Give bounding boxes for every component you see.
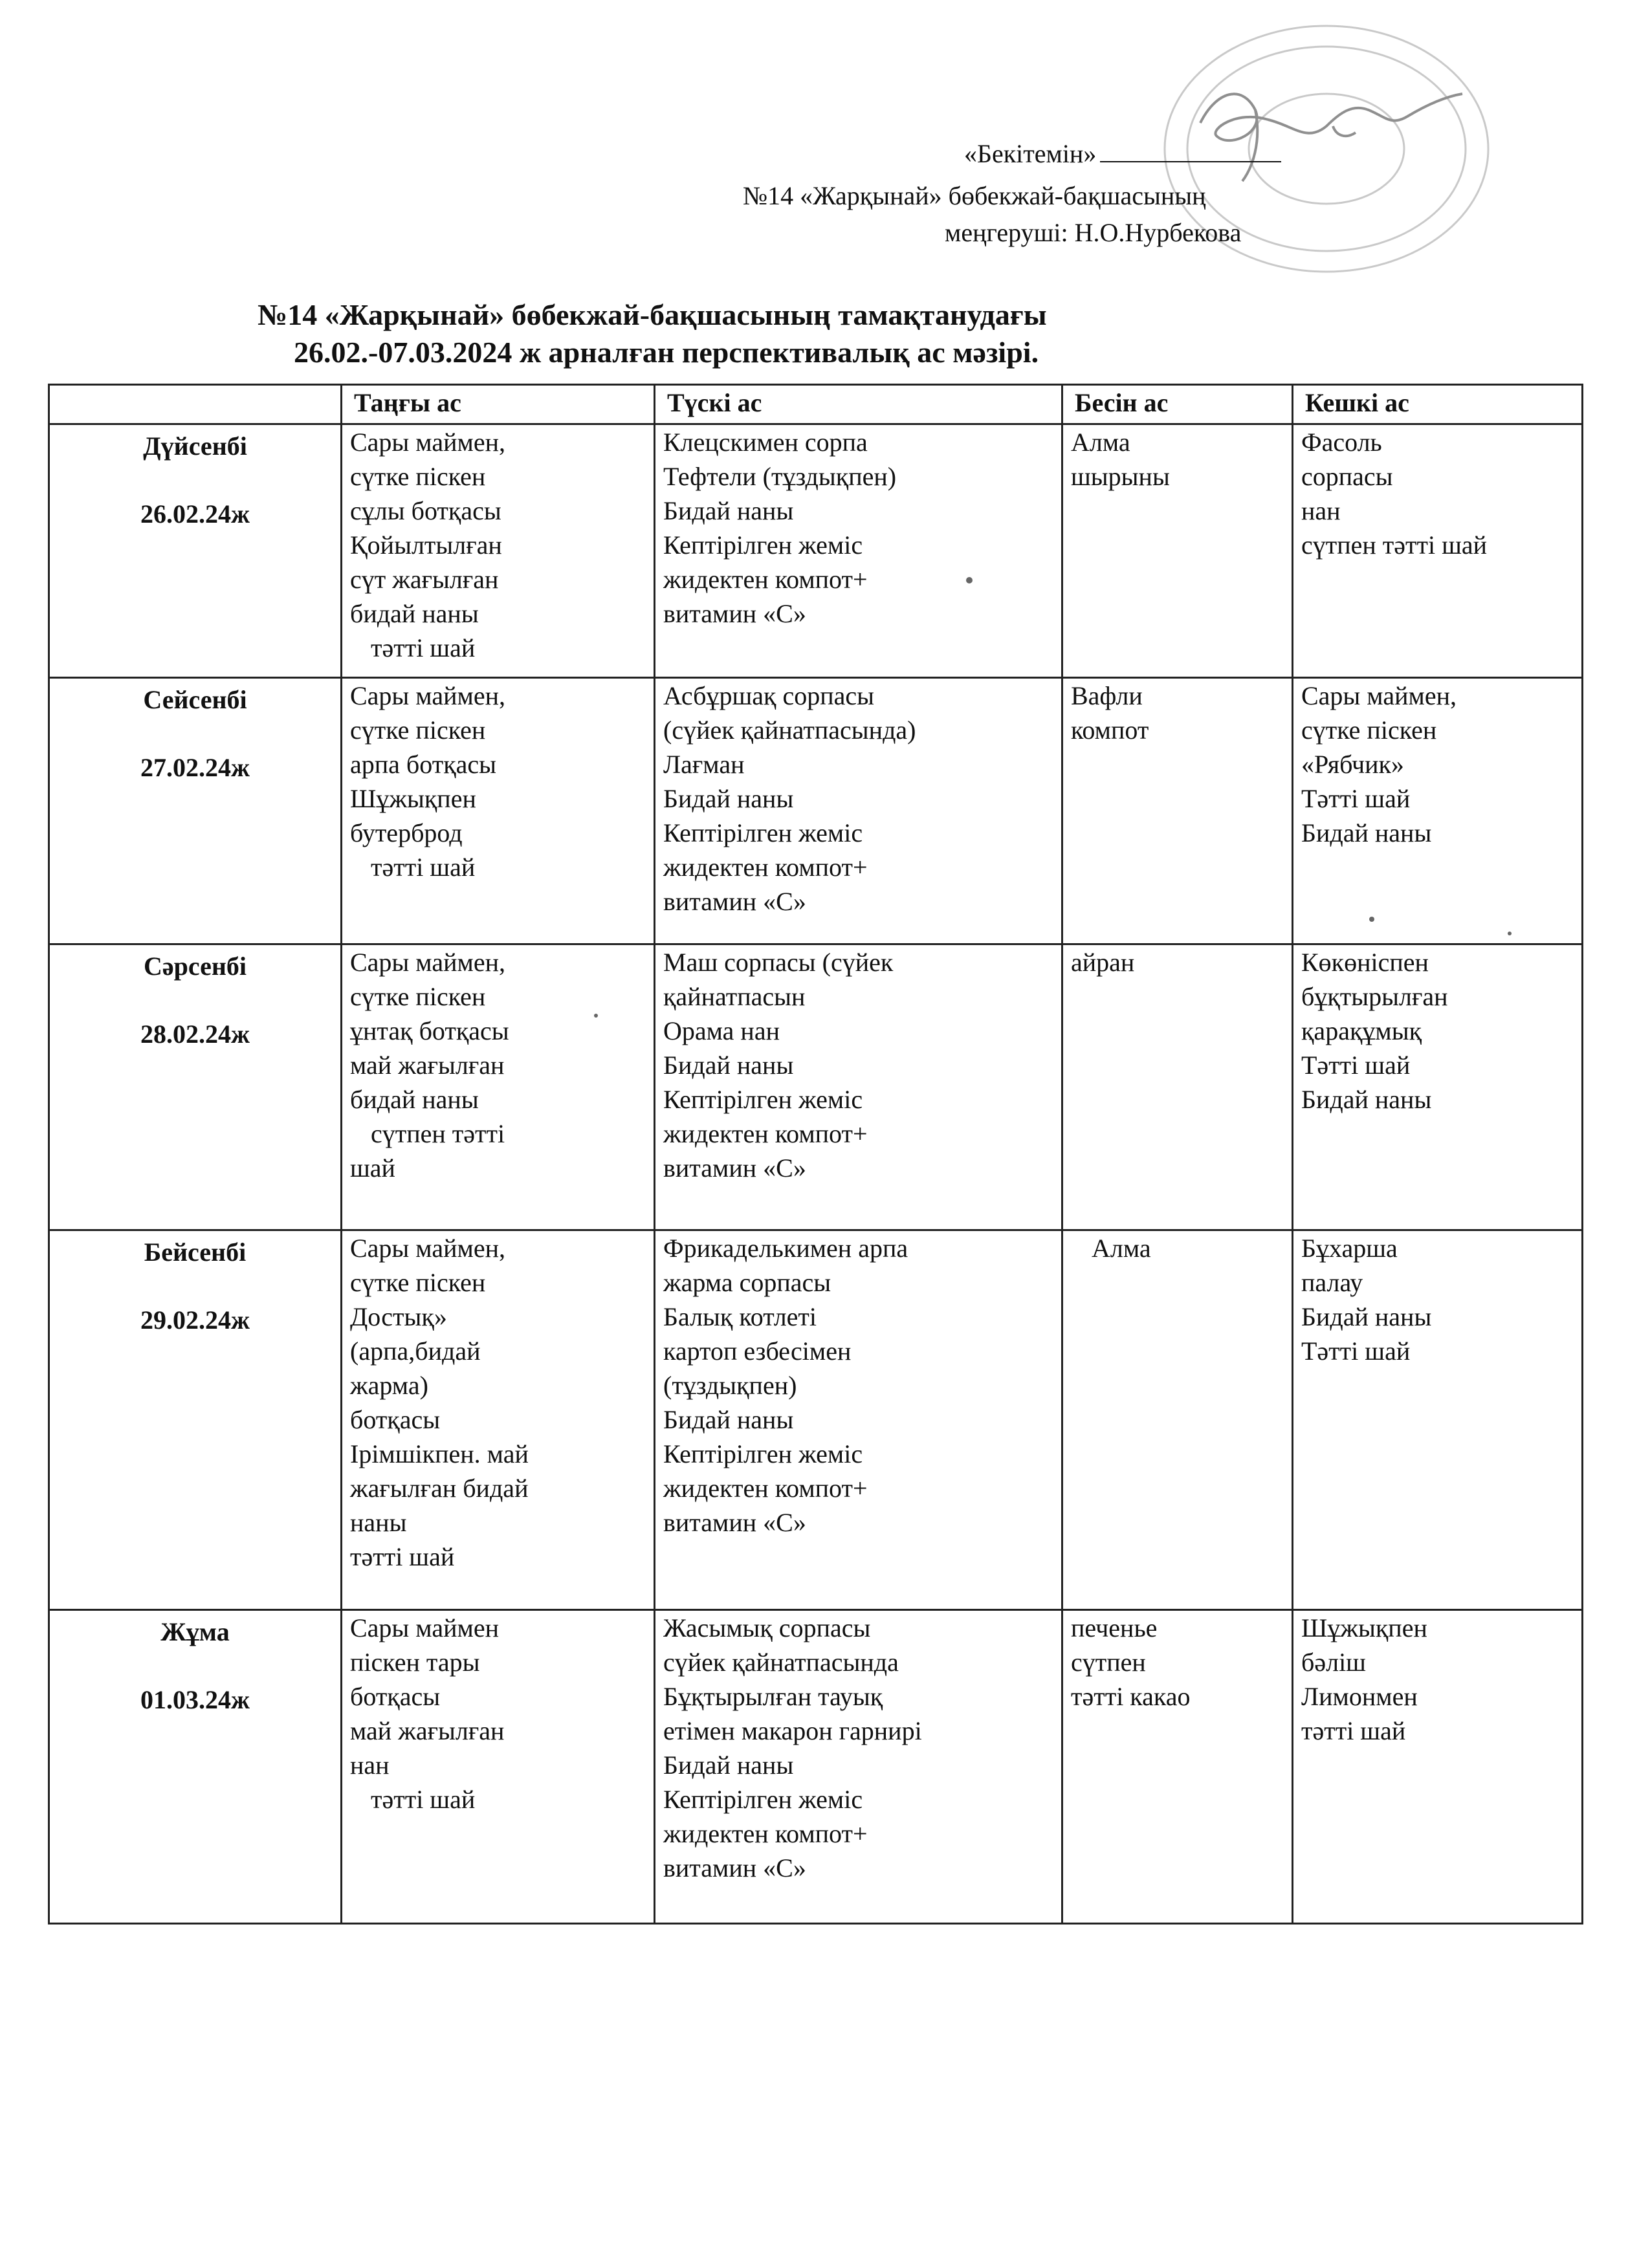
- day-date: 29.02.24ж: [140, 1305, 250, 1335]
- title-line-1: №14 «Жарқынай» бөбекжай-бақшасының тамақтанудағы: [258, 298, 1047, 331]
- menu-item-line: тәтті шай: [350, 1542, 455, 1571]
- scan-speck: [594, 1014, 598, 1018]
- menu-item-line: етімен макарон гарнирі: [663, 1716, 922, 1745]
- menu-item-line: Лимонмен: [1301, 1682, 1418, 1711]
- menu-item-line: витамин «С»: [663, 1853, 806, 1882]
- menu-item-line: сұлы ботқасы: [350, 496, 501, 525]
- header-lunch: Түскі ас: [655, 385, 1062, 424]
- table-row: [49, 424, 1583, 678]
- menu-item-line: бидай наны: [350, 599, 479, 628]
- menu-item-line: палау: [1301, 1268, 1363, 1297]
- menu-item-line: витамин «С»: [663, 1508, 806, 1537]
- menu-item-line: Сары маймен,: [350, 1234, 505, 1263]
- breakfast-cell: [342, 944, 655, 1230]
- lunch-cell: [655, 1610, 1062, 1924]
- day-cell: [49, 1610, 342, 1924]
- menu-table: [48, 384, 1583, 1925]
- approval-block: [0, 0, 1650, 272]
- menu-item-line: жидектен компот+: [663, 1474, 868, 1503]
- dinner-cell: [1293, 1230, 1583, 1610]
- menu-item-line: Кептірілген жеміс: [663, 1439, 863, 1468]
- menu-item-line: бәліш: [1301, 1648, 1366, 1677]
- day-date: 01.03.24ж: [140, 1685, 250, 1714]
- menu-item-line: Көкөніспен: [1301, 948, 1429, 977]
- menu-item-line: сүтке піскен: [350, 462, 486, 491]
- menu-item-line: тәтті шай: [371, 1785, 476, 1814]
- menu-item-line: «Рябчик»: [1301, 750, 1404, 779]
- menu-item-line: Ірімшікпен. май: [350, 1439, 529, 1468]
- dinner-cell: [1293, 1610, 1583, 1924]
- menu-item-line: қайнатпасын: [663, 982, 806, 1011]
- menu-item-line: май жағылған: [350, 1051, 505, 1080]
- header-snack: Бесін ас: [1062, 385, 1293, 424]
- menu-item-line: Маш сорпасы (сүйек: [663, 948, 894, 977]
- header-day: [49, 385, 342, 424]
- dinner-cell: [1293, 944, 1583, 1230]
- menu-item-line: Жасымық сорпасы: [663, 1613, 871, 1642]
- menu-item-line: Балық котлеті: [663, 1302, 817, 1331]
- menu-item-line: Лағман: [663, 750, 745, 779]
- menu-item-line: май жағылған: [350, 1716, 505, 1745]
- menu-item-line: Шұжықпен: [350, 784, 476, 813]
- menu-item-line: Достық»: [350, 1302, 447, 1331]
- menu-item-line: Сары маймен: [350, 1613, 499, 1642]
- scan-speck: [1369, 917, 1374, 922]
- title-line-2: 26.02.-07.03.2024 ж арналған перспективалық ас мәзірі.: [294, 336, 1039, 369]
- menu-item-line: жағылған бидай: [350, 1474, 529, 1503]
- menu-item-line: жидектен компот+: [663, 1819, 868, 1848]
- breakfast-cell: [342, 424, 655, 678]
- menu-item-line: ботқасы: [350, 1405, 441, 1434]
- day-name: Бейсенбі: [144, 1238, 247, 1267]
- table-row: [49, 678, 1583, 944]
- menu-item-line: Бидай наны: [1301, 1302, 1432, 1331]
- day-name: Жұма: [160, 1617, 230, 1646]
- menu-item-line: ботқасы: [350, 1682, 441, 1711]
- day-date: 28.02.24ж: [140, 1020, 250, 1049]
- day-cell: [49, 1230, 342, 1610]
- menu-item-line: (тұздықпен): [663, 1371, 797, 1400]
- snack-cell: [1062, 1610, 1293, 1924]
- menu-item-line: витамин «С»: [663, 599, 806, 628]
- menu-item-line: тәтті шай: [371, 633, 476, 662]
- menu-item-line: қарақұмық: [1301, 1016, 1422, 1045]
- menu-item-line: Алма: [1071, 428, 1130, 457]
- menu-item-line: Сары маймен,: [350, 948, 505, 977]
- approve-label: «Бекітемін»: [964, 139, 1097, 168]
- menu-item-line: Кептірілген жеміс: [663, 818, 863, 847]
- snack-cell: [1062, 1230, 1293, 1610]
- header-dinner: Кешкі ас: [1293, 385, 1583, 424]
- menu-item-line: сүтке піскен: [350, 715, 486, 745]
- menu-item-line: сүт жағылған: [350, 565, 499, 594]
- menu-item-line: наны: [350, 1508, 407, 1537]
- approval-line-head: меңгеруші: Н.О.Нурбекова: [945, 218, 1242, 247]
- menu-item-line: Фасоль: [1301, 428, 1382, 457]
- menu-item-line: Бұқтырылған тауық: [663, 1682, 883, 1711]
- menu-item-line: сүтке піскен: [350, 1268, 486, 1297]
- menu-item-line: Кептірілген жеміс: [663, 1785, 863, 1814]
- menu-item-line: сүтке піскен: [350, 982, 486, 1011]
- menu-item-line: Тәтті шай: [1301, 1051, 1411, 1080]
- day-cell: [49, 678, 342, 944]
- menu-item-line: Қойылтылған: [350, 530, 502, 560]
- dinner-cell: [1293, 678, 1583, 944]
- day-name: Сейсенбі: [143, 685, 247, 714]
- header-breakfast: Таңғы ас: [342, 385, 655, 424]
- menu-item-line: Кептірілген жеміс: [663, 530, 863, 560]
- menu-item-line: піскен тары: [350, 1648, 480, 1677]
- snack-cell: [1062, 944, 1293, 1230]
- menu-item-line: сүтпен тәтті: [371, 1119, 505, 1148]
- menu-item-line: арпа ботқасы: [350, 750, 497, 779]
- menu-item-line: Бұхарша: [1301, 1234, 1398, 1263]
- menu-item-line: нан: [350, 1750, 390, 1780]
- menu-item-line: айран: [1071, 948, 1135, 977]
- menu-item-line: жидектен компот+: [663, 1119, 868, 1148]
- menu-item-line: Бидай наны: [663, 1051, 794, 1080]
- menu-item-line: Тәтті шай: [1301, 784, 1411, 813]
- lunch-cell: [655, 1230, 1062, 1610]
- menu-item-line: компот: [1071, 715, 1149, 745]
- menu-item-line: витамин «С»: [663, 1153, 806, 1183]
- menu-item-line: Бидай наны: [1301, 818, 1432, 847]
- menu-item-line: сүтке піскен: [1301, 715, 1437, 745]
- menu-item-line: тәтті шай: [371, 853, 476, 882]
- day-name: Дүйсенбі: [143, 431, 247, 461]
- menu-item-line: Бидай наны: [663, 784, 794, 813]
- dinner-cell: [1293, 424, 1583, 678]
- menu-item-line: Бидай наны: [1301, 1085, 1432, 1114]
- menu-item-line: Бидай наны: [663, 1750, 794, 1780]
- day-date: 27.02.24ж: [140, 753, 250, 782]
- menu-item-line: Кептірілген жеміс: [663, 1085, 863, 1114]
- lunch-cell: [655, 678, 1062, 944]
- menu-item-line: Тәтті шай: [1301, 1336, 1411, 1366]
- menu-item-line: Фрикаделькимен арпа: [663, 1234, 908, 1263]
- menu-item-line: Сары маймен,: [1301, 681, 1457, 710]
- menu-item-line: Тефтели (тұздықпен): [663, 462, 897, 491]
- menu-item-line: Сары маймен,: [350, 428, 505, 457]
- menu-item-line: жидектен компот+: [663, 565, 868, 594]
- menu-item-line: печенье: [1071, 1613, 1158, 1642]
- menu-item-line: Сары маймен,: [350, 681, 505, 710]
- menu-item-line: Бидай наны: [663, 1405, 794, 1434]
- menu-item-line: картоп езбесімен: [663, 1336, 852, 1366]
- lunch-cell: [655, 944, 1062, 1230]
- menu-item-line: Асбұршақ сорпасы: [663, 681, 875, 710]
- menu-item-line: Орама нан: [663, 1016, 780, 1045]
- menu-item-line: жарма сорпасы: [663, 1268, 831, 1297]
- table-row: [49, 944, 1583, 1230]
- table-header-row: [49, 385, 1583, 424]
- menu-item-line: бұқтырылған: [1301, 982, 1448, 1011]
- menu-item-line: тәтті шай: [1301, 1716, 1406, 1745]
- menu-item-line: Алма: [1092, 1234, 1151, 1263]
- menu-item-line: бутерброд: [350, 818, 463, 847]
- menu-item-line: тәтті какао: [1071, 1682, 1191, 1711]
- table-row: [49, 1610, 1583, 1924]
- approval-line-approve: [964, 139, 1281, 169]
- menu-item-line: витамин «С»: [663, 887, 806, 916]
- menu-item-line: Шұжықпен: [1301, 1613, 1427, 1642]
- menu-item-line: жарма): [350, 1371, 428, 1400]
- scan-speck: [1508, 932, 1512, 935]
- menu-item-line: Вафли: [1071, 681, 1143, 710]
- breakfast-cell: [342, 1610, 655, 1924]
- menu-item-line: шырыны: [1071, 462, 1170, 491]
- signature-line: [1100, 142, 1281, 162]
- menu-item-line: сорпасы: [1301, 462, 1393, 491]
- menu-item-line: жидектен компот+: [663, 853, 868, 882]
- snack-cell: [1062, 678, 1293, 944]
- menu-item-line: сүйек қайнатпасында: [663, 1648, 899, 1677]
- day-cell: [49, 424, 342, 678]
- day-cell: [49, 944, 342, 1230]
- menu-item-line: (сүйек қайнатпасында): [663, 715, 916, 745]
- snack-cell: [1062, 424, 1293, 678]
- menu-item-line: Бидай наны: [663, 496, 794, 525]
- menu-item-line: (арпа,бидай: [350, 1336, 481, 1366]
- menu-item-line: нан: [1301, 496, 1341, 525]
- day-date: 26.02.24ж: [140, 499, 250, 529]
- breakfast-cell: [342, 1230, 655, 1610]
- approval-line-organization: №14 «Жарқынай» бөбекжай-бақшасының: [743, 181, 1206, 210]
- breakfast-cell: [342, 678, 655, 944]
- menu-item-line: сүтпен тәтті шай: [1301, 530, 1488, 560]
- scan-speck: [966, 577, 973, 583]
- menu-item-line: Клецскимен сорпа: [663, 428, 868, 457]
- menu-item-line: шай: [350, 1153, 395, 1183]
- menu-item-line: сүтпен: [1071, 1648, 1146, 1677]
- day-name: Сәрсенбі: [143, 952, 247, 981]
- lunch-cell: [655, 424, 1062, 678]
- menu-item-line: ұнтақ ботқасы: [350, 1016, 509, 1045]
- table-row: [49, 1230, 1583, 1610]
- menu-item-line: бидай наны: [350, 1085, 479, 1114]
